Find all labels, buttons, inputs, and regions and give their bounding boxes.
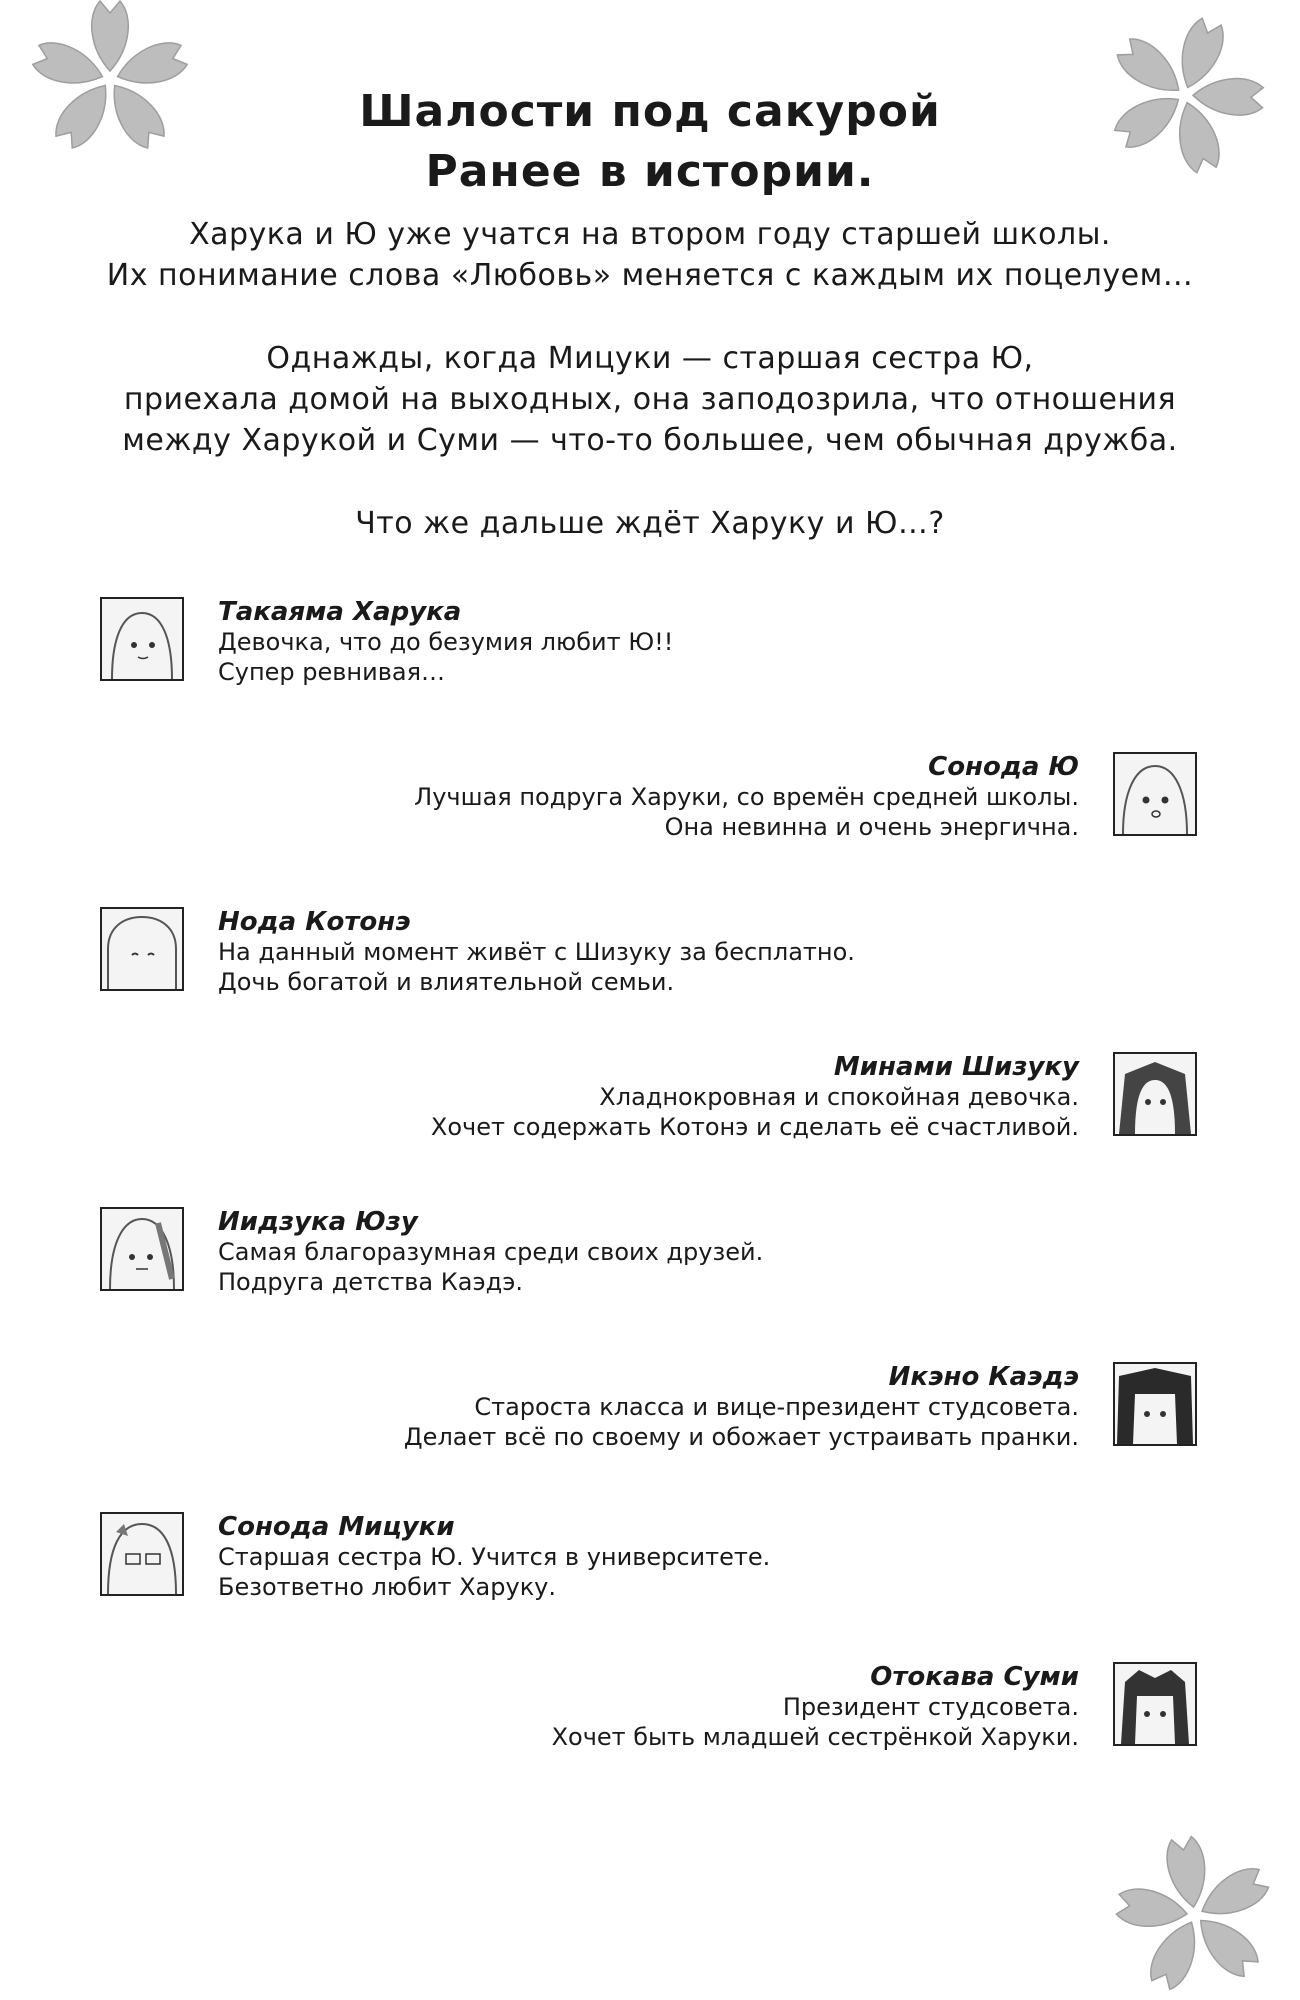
character-description: Хладнокровная и спокойная девочка. — [599, 1083, 1079, 1111]
character-name: Сонода Ю — [928, 752, 1079, 782]
synopsis-paragraph-3 — [0, 503, 1300, 544]
character-entry-yuzu — [100, 1207, 1200, 1297]
character-portrait — [100, 597, 184, 681]
character-description: Супер ревнивая… — [218, 658, 446, 686]
synopsis — [0, 214, 1300, 586]
synopsis-line: Однажды, когда Мицуки — старшая сестра Ю, — [266, 341, 1034, 376]
synopsis-line: Что же дальше ждёт Харуку и Ю…? — [355, 506, 945, 541]
character-description: Подруга детства Каэдэ. — [218, 1268, 524, 1296]
character-description: Она невинна и очень энергична. — [664, 813, 1079, 841]
synopsis-paragraph-1 — [0, 214, 1300, 296]
character-portrait — [100, 1207, 184, 1291]
character-portrait — [1113, 752, 1197, 836]
character-description: Делает всё по своему и обожает устраивать пранки. — [403, 1423, 1079, 1451]
title-line-2: Ранее в истории. — [425, 146, 875, 197]
character-portrait — [1113, 1662, 1197, 1746]
synopsis-line: Их понимание слова «Любовь» меняется с каждым их поцелуем… — [106, 258, 1194, 293]
character-name: Сонода Мицуки — [218, 1512, 455, 1542]
character-portrait — [1113, 1052, 1197, 1136]
character-description: Старшая сестра Ю. Учится в университете. — [218, 1543, 771, 1571]
synopsis-line: приехала домой на выходных, она заподозрила, что отношения — [123, 382, 1177, 417]
character-description: Дочь богатой и влиятельной семьи. — [218, 968, 675, 996]
character-description: Безответно любит Харуку. — [218, 1573, 557, 1601]
character-description: Староста класса и вице-президент студсовета. — [474, 1393, 1079, 1421]
character-name: Отокава Суми — [870, 1662, 1079, 1692]
character-entry-sumi — [100, 1662, 1197, 1752]
character-entry-mitsuki — [100, 1512, 1200, 1602]
character-portrait — [100, 907, 184, 991]
character-name: Икэно Каэдэ — [888, 1362, 1079, 1392]
title-line-1: Шалости под сакурой — [359, 86, 941, 137]
synopsis-paragraph-2 — [0, 338, 1300, 461]
character-entry-kotone — [100, 907, 1200, 997]
character-portrait — [1113, 1362, 1197, 1446]
character-name: Такаяма Харука — [218, 597, 462, 627]
character-name: Нода Котонэ — [218, 907, 411, 937]
character-name: Иидзука Юзу — [218, 1207, 418, 1237]
character-entry-haruka — [100, 597, 1200, 687]
synopsis-line: Харука и Ю уже учатся на втором году старшей школы. — [189, 217, 1111, 252]
sakura-flower-icon — [1110, 1830, 1280, 2000]
character-description: Девочка, что до безумия любит Ю!! — [218, 628, 674, 656]
character-description: Самая благоразумная среди своих друзей. — [218, 1238, 764, 1266]
page-title — [0, 82, 1300, 202]
character-description: Хочет содержать Котонэ и сделать её счастливой. — [430, 1113, 1079, 1141]
character-description: Лучшая подруга Харуки, со времён средней школы. — [414, 783, 1079, 811]
synopsis-line: между Харукой и Суми — что-то большее, чем обычная дружба. — [122, 423, 1178, 458]
character-description: Президент студсовета. — [782, 1693, 1079, 1721]
character-portrait — [100, 1512, 184, 1596]
character-entry-kaede — [100, 1362, 1197, 1452]
character-description: На данный момент живёт с Шизуку за бесплатно. — [218, 938, 855, 966]
character-description: Хочет быть младшей сестрёнкой Харуки. — [551, 1723, 1079, 1751]
character-entry-shizuku — [100, 1052, 1197, 1142]
character-entry-yu — [100, 752, 1197, 842]
character-name: Минами Шизуку — [833, 1052, 1079, 1082]
